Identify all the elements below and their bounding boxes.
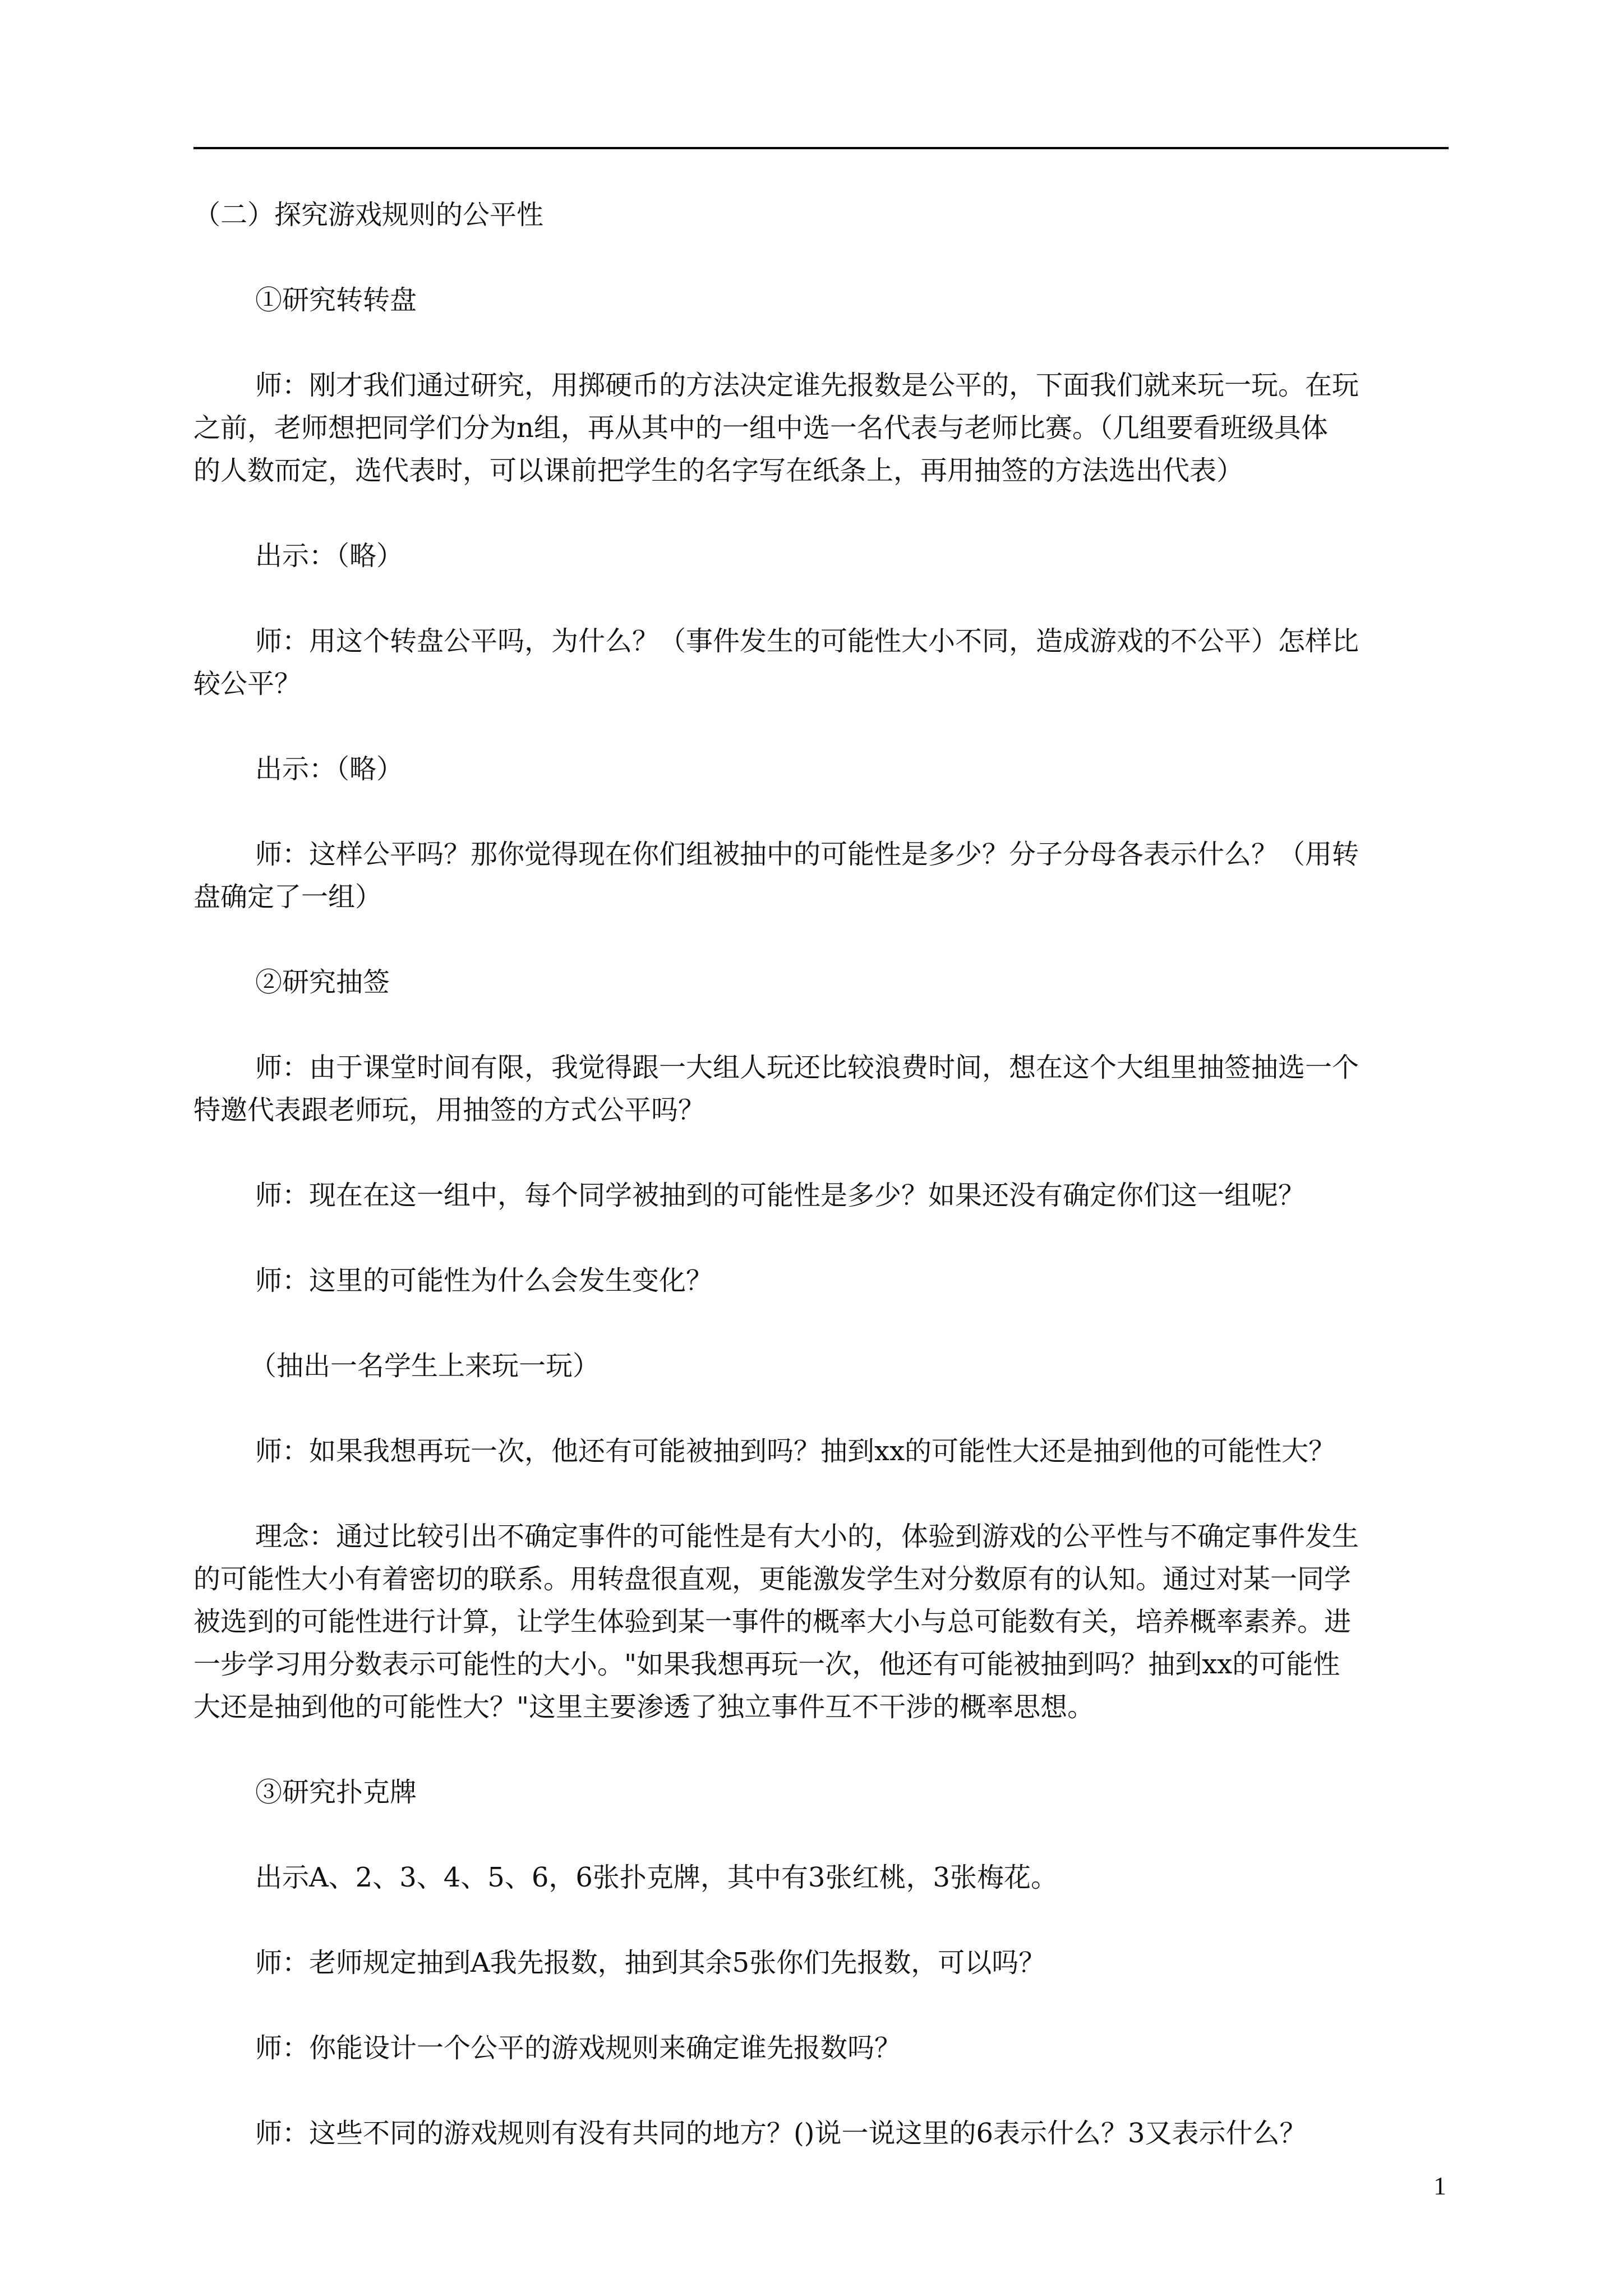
paragraph: 师：这样公平吗？那你觉得现在你们组被抽中的可能性是多少？分子分母各表示什么？（用转 盘确定了一组） [193, 839, 1359, 913]
paragraph: 出示：（略） [255, 753, 404, 785]
paragraph: 师：如果我想再玩一次，他还有可能被抽到吗？抽到xx的可能性大还是抽到他的可能性大？ [255, 1435, 1336, 1467]
paragraph: ③研究扑克牌 [255, 1777, 417, 1808]
paragraph: 师：用这个转盘公平吗，为什么？（事件发生的可能性大小不同，造成游戏的不公平）怎样比 较公平？ [193, 625, 1359, 700]
header-rule [193, 147, 1449, 149]
paragraph: 理念：通过比较引出不确定事件的可能性是有大小的，体验到游戏的公平性与不确定事件发生 的可能性大小有着密切的联系。用转盘很直观，更能激发学生对分数原有的认知。通过对某一同学 被选到的可能性进行计算，让学生体验到某一事件的概率大小与总可能数有关，培养概率素养。进 一步学习用分数表示可能性的大小。"如果我想再玩一次，他还有可能被抽到吗？抽到xx的可能性 大还是抽到他的可能性大？"这里主要渗透了独立事件互不干涉的概率思想。 [193, 1521, 1359, 1723]
paragraph: （抽出一名学生上来玩一玩） [250, 1350, 600, 1382]
paragraph: 出示A、2、3、4、5、6，6张扑克牌，其中有3张红桃，3张梅花。 [255, 1862, 1058, 1893]
section-heading: （二）探究游戏规则的公平性 [193, 199, 544, 231]
paragraph: 师：这些不同的游戏规则有没有共同的地方？()说一说这里的6表示什么？3又表示什么？ [255, 2118, 1307, 2149]
paragraph: 师：你能设计一个公平的游戏规则来确定谁先报数吗？ [255, 2032, 902, 2064]
document-body [193, 194, 1449, 2155]
paragraph: 师：现在在这一组中，每个同学被抽到的可能性是多少？如果还没有确定你们这一组呢？ [255, 1180, 1306, 1211]
page-number: 1 [1433, 2171, 1446, 2200]
paragraph: 出示：（略） [255, 540, 404, 572]
paragraph: ①研究转转盘 [255, 284, 417, 316]
paragraph: ②研究抽签 [255, 967, 390, 998]
paragraph: 师：这里的可能性为什么会发生变化？ [255, 1265, 713, 1296]
paragraph: 师：刚才我们通过研究，用掷硬币的方法决定谁先报数是公平的，下面我们就来玩一玩。在玩 之前，老师想把同学们分为n组，再从其中的一组中选一名代表与老师比赛。（几组要看班级具体 的人数而定，选代表时，可以课前把学生的名字写在纸条上，再用抽签的方法选出代表） [193, 370, 1359, 486]
paragraph: 师：由于课堂时间有限，我觉得跟一大组人玩还比较浪费时间，想在这个大组里抽签抽选一个 特邀代表跟老师玩，用抽签的方式公平吗？ [193, 1052, 1359, 1126]
paragraph: 师：老师规定抽到A我先报数，抽到其余5张你们先报数，可以吗？ [255, 1947, 1046, 1978]
